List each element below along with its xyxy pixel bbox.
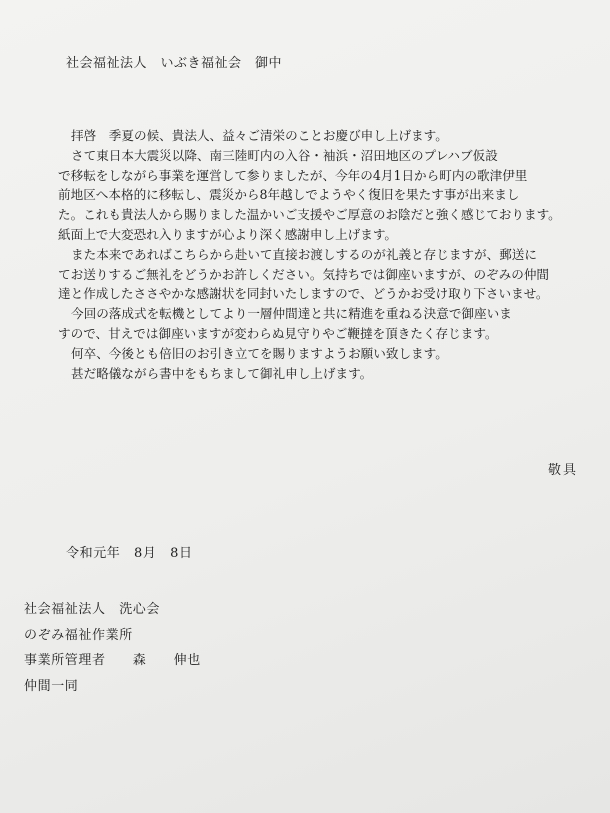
signature-organization: 社会福祉法人 洗心会 <box>24 602 161 617</box>
body-line: さて東日本大震災以降、南三陸町内の入谷・袖浜・沼田地区のプレハブ仮設 <box>71 147 498 163</box>
body-line: 今回の落成式を転機としてより一層仲間達と共に精進を重ねる決意で御座いま <box>71 306 512 322</box>
body-line: 拝啓 季夏の候、貴法人、益々ご清栄のことお慶び申し上げます。 <box>71 128 448 143</box>
body-line: た。これも貴法人から賜りました温かいご支援やご厚意のお陰だと強く感じております。 <box>58 207 561 223</box>
signature-group: 仲間一同 <box>24 678 79 694</box>
signature-facility: のぞみ福祉作業所 <box>24 627 133 643</box>
addressee: 社会福祉法人 いぶき福祉会 御中 <box>66 56 283 71</box>
body-line: 前地区へ本格的に移転し、震災から8年越しでようやく復旧を果たす事が出来まし <box>58 187 520 203</box>
letter-body <box>58 126 588 383</box>
body-line: また本来であればこちらから赴いて直接お渡しするのが礼義と存じますが、郵送に <box>71 246 537 262</box>
body-line: すので、甘えでは御座いますが変わらぬ見守りやご鞭撻を頂きたく存じます。 <box>58 325 498 341</box>
body-line: 達と作成したささやかな感謝状を同封いたしますので、どうかお受け取り下さいませ。 <box>58 286 549 302</box>
body-line: 何卒、今後とも倍旧のお引き立てを賜りますようお願い致します。 <box>71 345 448 361</box>
letter-date: 令和元年 8月 8日 <box>66 546 193 561</box>
signature-manager: 事業所管理者 森 伸也 <box>24 653 201 668</box>
body-line: 甚だ略儀ながら書中をもちまして御礼申し上げます。 <box>71 365 373 381</box>
signature-block <box>24 597 201 699</box>
body-line: 紙面上で大変恐れ入りますが心より深く感謝申し上げます。 <box>58 226 398 242</box>
body-line: てお送りするご無礼をどうかお許しください。気持ちでは御座いますが、のぞみの仲間 <box>58 266 550 282</box>
closing-remark: 敬具 <box>547 463 578 478</box>
body-line: で移転をしながら事業を運営して参りましたが、今年の4月1日から町内の歌津伊里 <box>58 167 528 183</box>
